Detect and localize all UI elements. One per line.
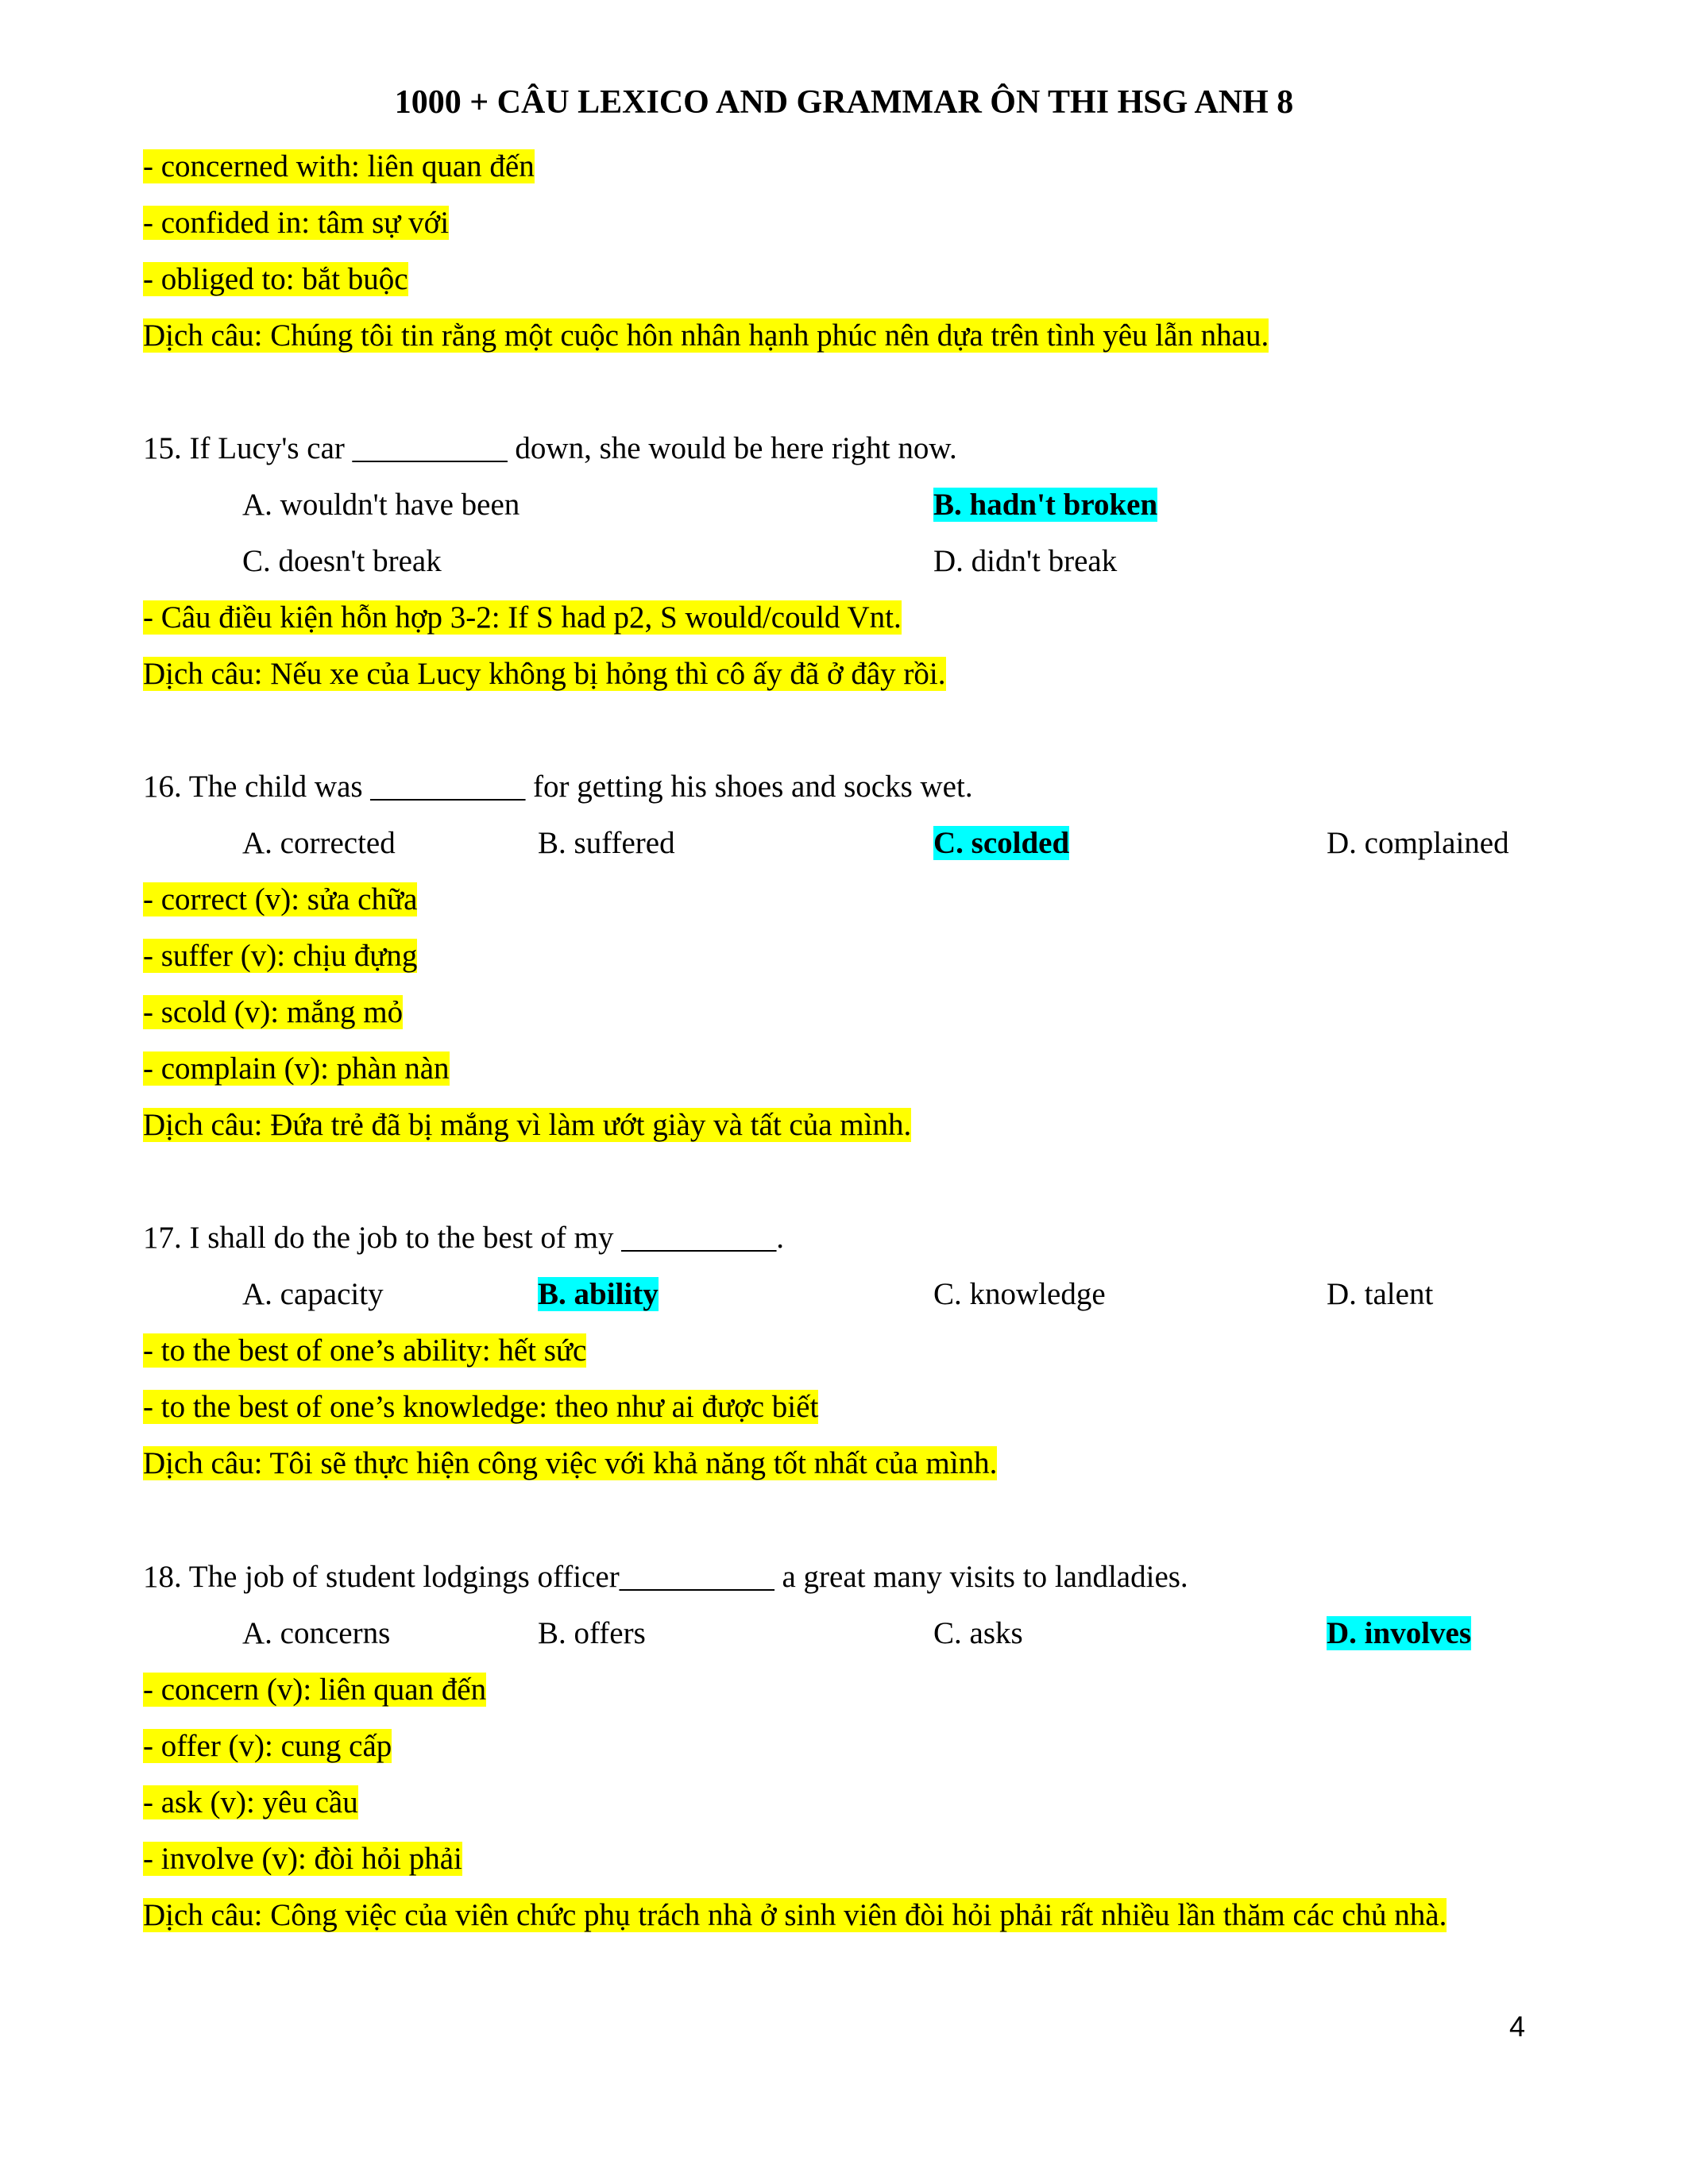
q18-option-c: C. asks xyxy=(933,1616,1023,1650)
note-line: - to the best of one’s knowledge: theo như ai được biết xyxy=(143,1390,819,1424)
q17-option-d: D. talent xyxy=(1327,1277,1434,1311)
q18-option-b: B. offers xyxy=(538,1616,646,1650)
page-number: 4 xyxy=(1509,2010,1526,2043)
q17-option-a: A. capacity xyxy=(242,1277,384,1311)
q16-option-b: B. suffered xyxy=(538,826,675,860)
note-line: - ask (v): yêu cầu xyxy=(143,1785,358,1819)
note-line: - correct (v): sửa chữa xyxy=(143,882,418,916)
note-line: - offer (v): cung cấp xyxy=(143,1729,392,1763)
note-line: - complain (v): phàn nàn xyxy=(143,1051,450,1086)
translation-line: Dịch câu: Đứa trẻ đã bị mắng vì làm ướt giày và tất của mình. xyxy=(143,1108,912,1142)
question-16: 16. The child was __________ for getting his shoes and socks wet. xyxy=(143,770,973,804)
note-line: - Câu điều kiện hỗn hợp 3-2: If S had p2, S would/could Vnt. xyxy=(143,600,902,635)
q18-option-a: A. concerns xyxy=(242,1616,391,1650)
question-15: 15. If Lucy's car __________ down, she would be here right now. xyxy=(143,431,957,465)
q16-option-d: D. complained xyxy=(1327,826,1509,860)
note-line: - confided in: tâm sự với xyxy=(143,206,450,240)
q17-option-c: C. knowledge xyxy=(933,1277,1106,1311)
q16-option-a: A. corrected xyxy=(242,826,396,860)
q17-option-b-answer: B. ability xyxy=(538,1277,659,1311)
translation-line: Dịch câu: Nếu xe của Lucy không bị hỏng thì cô ấy đã ở đây rồi. xyxy=(143,657,946,691)
note-line: - obliged to: bắt buộc xyxy=(143,262,408,296)
question-17: 17. I shall do the job to the best of my __________. xyxy=(143,1221,785,1255)
q15-option-c: C. doesn't break xyxy=(242,544,442,578)
note-line: - involve (v): đòi hỏi phải xyxy=(143,1842,462,1876)
page-title: 1000 + CÂU LEXICO AND GRAMMAR ÔN THI HSG ANH 8 xyxy=(394,84,1294,121)
translation-line: Dịch câu: Công việc của viên chức phụ trách nhà ở sinh viên đòi hỏi phải rất nhiều lần thăm các chủ nhà. xyxy=(143,1898,1447,1932)
translation-line: Dịch câu: Chúng tôi tin rằng một cuộc hôn nhân hạnh phúc nên dựa trên tình yêu lẫn nhau. xyxy=(143,318,1269,353)
question-18: 18. The job of student lodgings officer__________ a great many visits to landladies. xyxy=(143,1560,1188,1594)
note-line: - concerned with: liên quan đến xyxy=(143,149,535,183)
note-line: - to the best of one’s ability: hết sức xyxy=(143,1333,587,1368)
q15-option-d: D. didn't break xyxy=(933,544,1118,578)
q15-option-b-answer: B. hadn't broken xyxy=(933,488,1158,522)
q15-option-a: A. wouldn't have been xyxy=(242,488,520,522)
q18-option-d-answer: D. involves xyxy=(1327,1616,1472,1650)
translation-line: Dịch câu: Tôi sẽ thực hiện công việc với khả năng tốt nhất của mình. xyxy=(143,1446,998,1480)
note-line: - concern (v): liên quan đến xyxy=(143,1673,487,1707)
note-line: - scold (v): mắng mỏ xyxy=(143,995,404,1029)
note-line: - suffer (v): chịu đựng xyxy=(143,939,418,973)
q16-option-c-answer: C. scolded xyxy=(933,826,1070,860)
